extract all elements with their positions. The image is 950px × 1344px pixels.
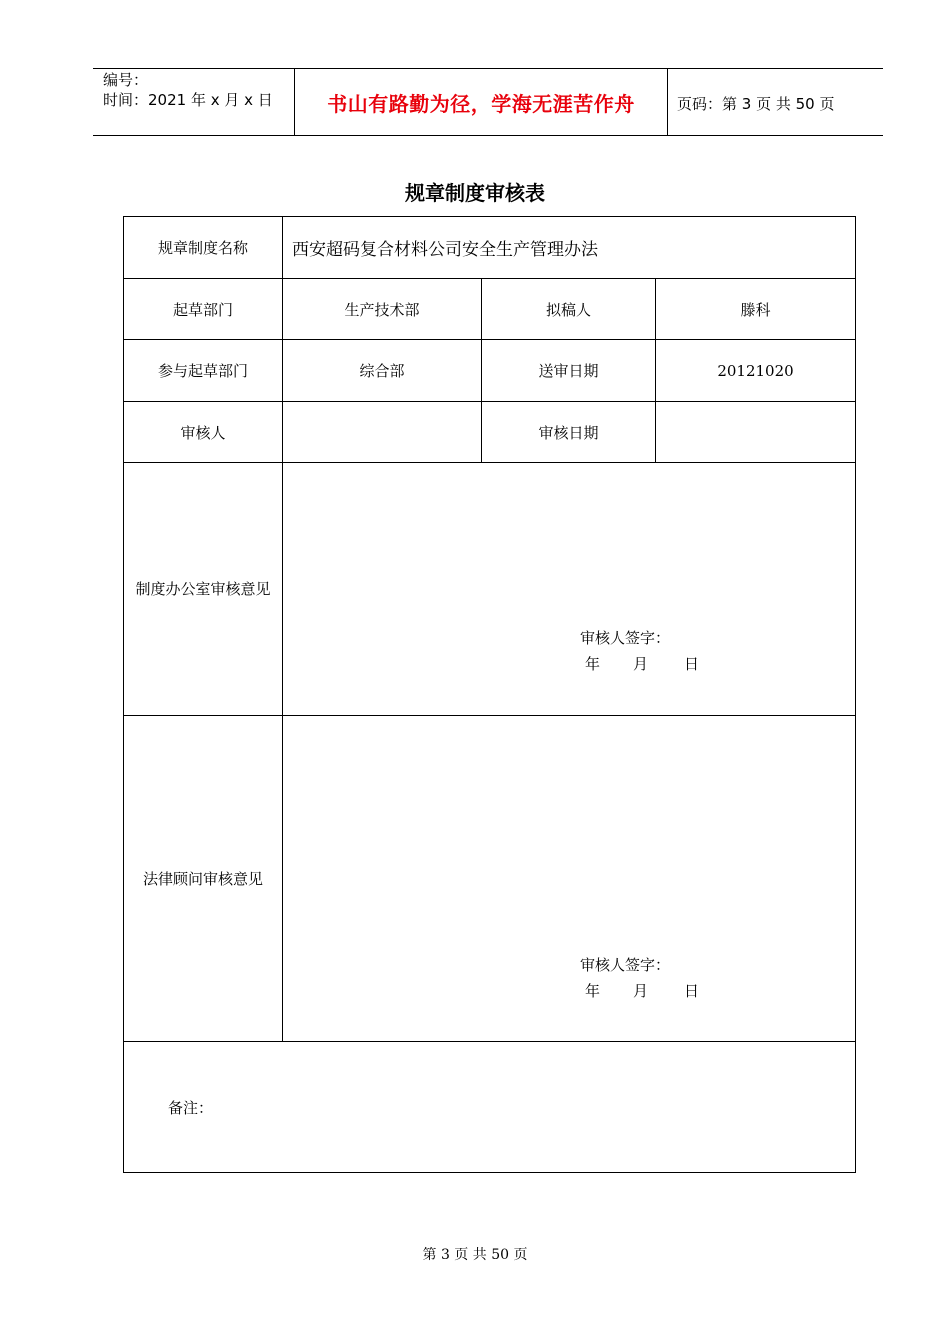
table-row [124,340,856,402]
table-row [124,279,856,340]
legal-signature-label: 审核人签字： [580,956,671,974]
table-row [124,463,856,716]
office-date-year: 年 [585,655,601,673]
header-motto: 书山有路勤为径，学海无涯苦作舟 [327,92,635,116]
office-review-label: 制度办公室审核意见 [124,463,283,716]
legal-signature-date [551,978,699,1004]
participating-dept-value: 综合部 [283,340,482,402]
legal-date-day: 日 [684,982,700,1000]
office-signature-date [551,651,699,677]
submission-date-value: 20121020 [656,340,856,402]
participating-dept-label: 参与起草部门 [124,340,283,402]
header-divider-left [294,69,295,136]
drafter-label: 拟稿人 [482,279,656,340]
legal-review-cell [283,716,856,1042]
table-row [124,217,856,279]
regulation-name-value: 西安超码复合材料公司安全生产管理办法 [283,217,856,279]
legal-review-label: 法律顾问审核意见 [124,716,283,1042]
table-row [124,716,856,1042]
header-divider-right [667,69,668,136]
drafting-dept-label: 起草部门 [124,279,283,340]
page-footer: 第 3 页 共 50 页 [422,1247,528,1263]
office-review-cell [283,463,856,716]
review-date-value [656,402,856,463]
regulation-name-label: 规章制度名称 [124,217,283,279]
drafting-dept-value: 生产技术部 [283,279,482,340]
table-row [124,402,856,463]
submission-date-label: 送审日期 [482,340,656,402]
office-signature-label: 审核人签字： [580,629,671,647]
review-date-label: 审核日期 [482,402,656,463]
reviewer-label: 审核人 [124,402,283,463]
legal-date-month: 月 [633,982,649,1000]
header-page-info: 页码：第 3 页 共 50 页 [677,95,835,113]
reviewer-value [283,402,482,463]
header-number-label: 编号： [103,71,149,89]
header-time-label: 时间：2021 年 x 月 x 日 [103,91,273,109]
office-date-day: 日 [684,655,700,673]
table-row [124,1042,856,1173]
header-top-rule [93,68,883,69]
remark-cell: 备注： [124,1042,856,1173]
header-bottom-rule [93,135,883,136]
office-date-month: 月 [633,655,649,673]
drafter-value: 滕科 [656,279,856,340]
review-table [123,216,856,1173]
legal-date-year: 年 [585,982,601,1000]
form-title: 规章制度审核表 [405,181,545,205]
